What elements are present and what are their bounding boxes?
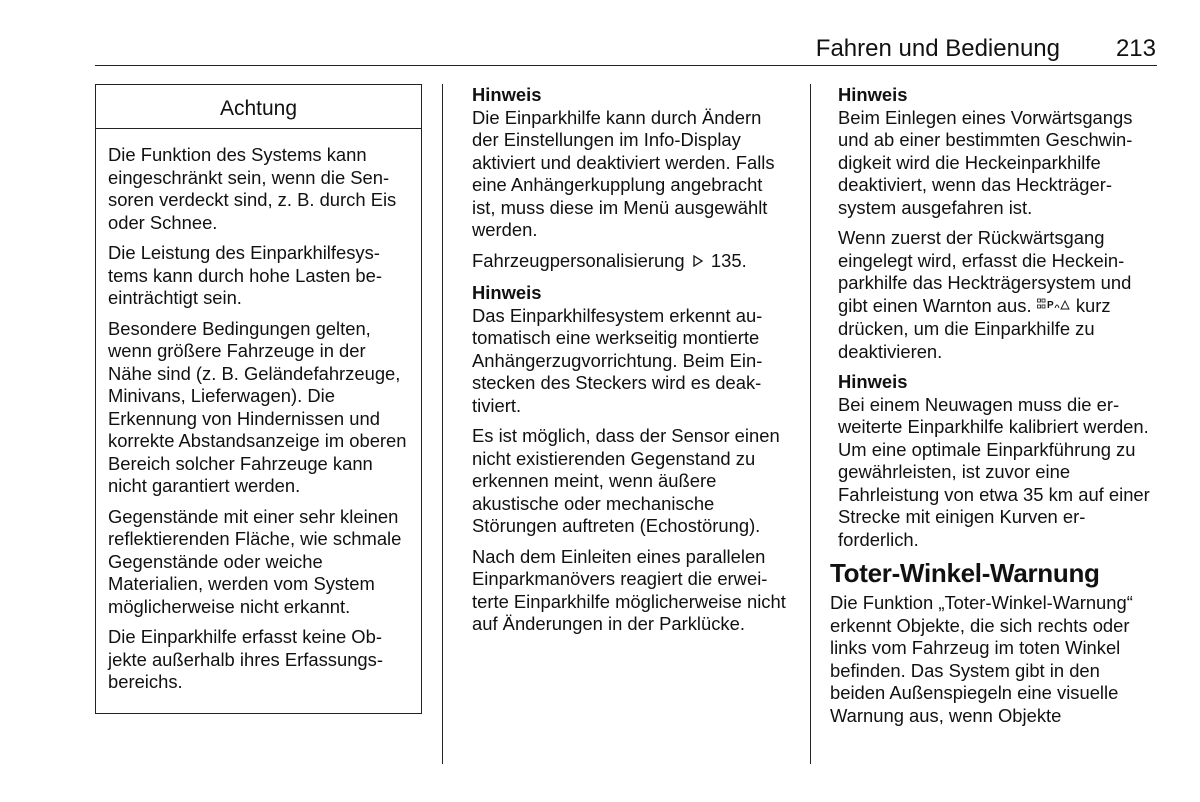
right-column [838, 84, 1158, 559]
page-reference-link[interactable]: 135. [710, 249, 747, 271]
warning-title: Achtung [96, 85, 421, 129]
section-text: Die Funktion „Toter-Winkel-Warnung“ erkennt Objekte, die sich rechts oder links vom Fahrzeug im toten Winkel befinden. Das System gibt in den beiden Außenspiegeln eine visuelle Warnung aus, wenn Objekte [830, 592, 1133, 726]
warning-paragraph: Gegenstände mit einer sehr kleinen reflektierenden Fläche, wie schmale Gegenstände oder weiche Materialien, werden vom System möglicherweise nicht erkannt. [108, 505, 402, 617]
body-text: Wenn zuerst der Rückwärtsgang eingelegt wird, erfasst die Heckeinparkhilfe das Heckträgersystem und gibt einen Warnton aus. [838, 227, 1132, 316]
body-paragraph: Nach dem Einleiten eines parallelen Einparkmanövers reagiert die erweiterte Einparkhilfe möglicherweise nicht auf Änderungen in der Parklücke. [472, 545, 786, 634]
chapter-title: Fahren und Bedienung [815, 35, 1060, 62]
svg-text:P: P [1046, 299, 1053, 310]
note-title: Hinweis [838, 84, 908, 105]
header-divider [95, 65, 1157, 66]
cross-reference [472, 250, 790, 275]
note-title: Hinweis [472, 84, 542, 105]
note-text: Die Einparkhilfe kann durch Ändern der Einstellungen im Info-Display aktiviert und deaktiviert werden. Falls eine Anhängerkupplung angebracht ist, muss diese im Menü ausgewählt werden. [472, 106, 775, 240]
middle-column [472, 84, 790, 644]
warning-box [95, 84, 422, 714]
warning-paragraph: Die Leistung des Einparkhilfesystems kann durch hohe Lasten beeinträchtigt sein. [108, 242, 382, 308]
note-title: Hinweis [838, 371, 908, 392]
warning-paragraph: Die Einparkhilfe erfasst keine Objekte außerhalb ihres Erfassungsbereichs. [108, 626, 383, 692]
note-text: Beim Einlegen eines Vorwärtsgangs und ab einer bestimmten Geschwindigkeit wird die Heckeinparkhilfe deaktiviert, wenn das Heckträgersystem ausgefahren ist. [838, 106, 1133, 218]
blind-spot-section [830, 556, 1160, 727]
body-paragraph: Es ist möglich, dass der Sensor einen nicht existierenden Gegenstand zu erkennen meint, wenn äußere akustische oder mechanische Störungen auftreten (Echostörung). [472, 425, 780, 536]
column-divider [442, 84, 443, 764]
warning-paragraph: Besondere Bedingungen gelten, wenn größere Fahrzeuge in der Nähe sind (z. B. Geländefahrzeuge, Minivans, Lieferwagen). Die Erkennung von Hindernissen und korrekte Abstandsanzeige im oberen Bereich solcher Fahrzeuge kann nicht garantiert werden. [108, 317, 407, 496]
column-divider [810, 84, 811, 764]
body-text: kurz drücken, um die Einparkhilfe zu deaktivieren. [838, 294, 1111, 362]
note-text: Das Einparkhilfesystem erkennt automatisch eine werkseitig montierte Anhängerzugvorrichtung. Beim Einstecken des Steckers wird es deaktiviert. [472, 304, 763, 416]
note-title: Hinweis [472, 282, 542, 303]
arrow-reference-icon [692, 252, 704, 275]
park-assist-button-icon [1037, 296, 1071, 319]
note-text: Bei einem Neuwagen muss die erweiterte Einparkhilfe kalibriert werden. Um eine optimale Einparkführung zu gewährleisten, ist zuvor eine Fahrleistung von etwa 35 km auf einer Strecke mit einigen Kurven erforderlich. [838, 393, 1150, 550]
reference-label: Fahrzeugpersonalisierung [472, 249, 685, 271]
page-number: 213 [1115, 35, 1156, 62]
warning-paragraph: Die Funktion des Systems kann eingeschränkt sein, wenn die Sensoren verdeckt sind, z. B. durch Eis oder Schnee. [108, 144, 397, 233]
warning-body [108, 144, 413, 702]
body-paragraph [838, 227, 1158, 363]
section-heading: Toter-Winkel-Warnung [830, 558, 1100, 588]
